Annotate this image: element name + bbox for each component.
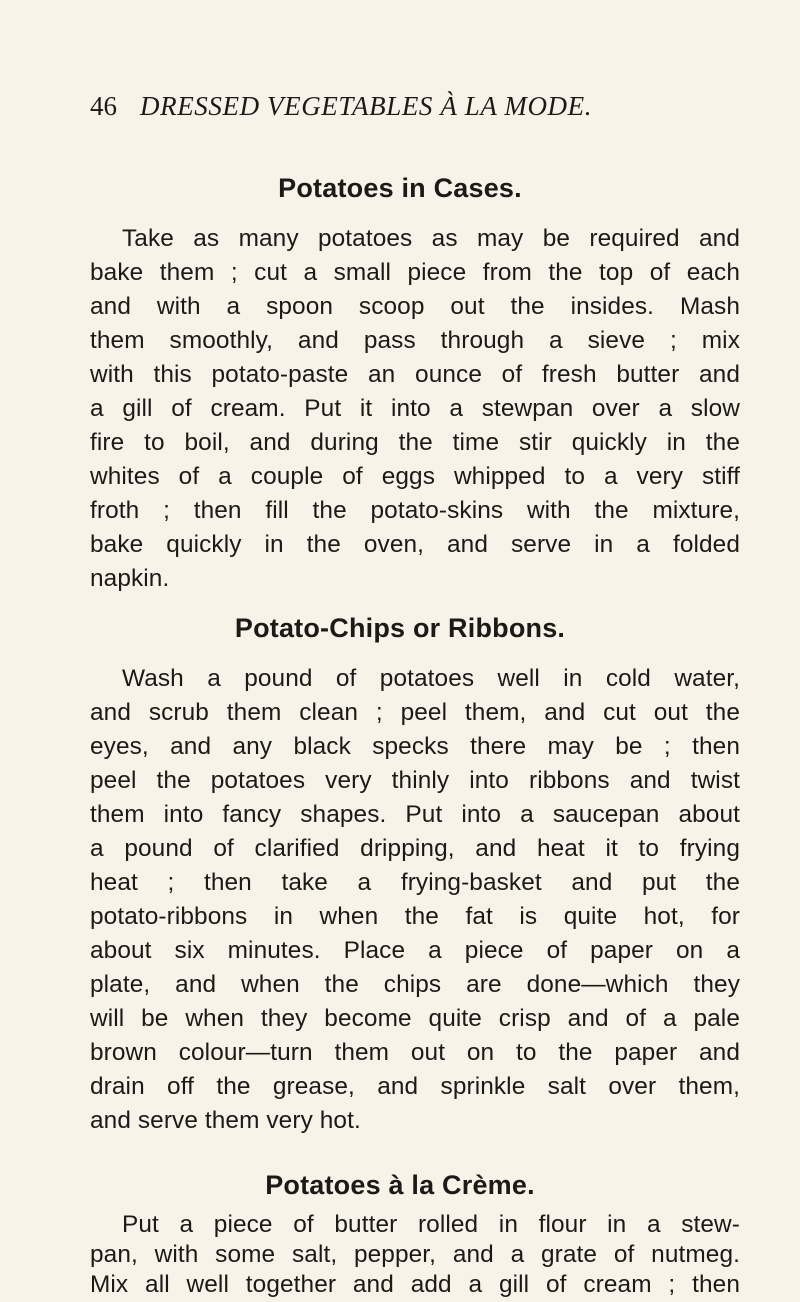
paragraph-line: brown colour—turn them out on to the paper and (90, 1039, 740, 1066)
page-number: 46 (90, 91, 117, 121)
section-title-potatoes-in-cases: Potatoes in Cases. (278, 173, 522, 203)
paragraph-line: plate, and when the chips are done—which they (90, 971, 740, 998)
paragraph-line: them smoothly, and pass through a sieve ; mix (90, 327, 740, 354)
section-title-potatoes-a-la-creme: Potatoes à la Crème. (265, 1170, 535, 1200)
paragraph-line: and with a spoon scoop out the insides. Mash (90, 293, 740, 320)
paragraph-line: bake them ; cut a small piece from the top of each (90, 259, 740, 286)
paragraph-line: a pound of clarified dripping, and heat it to frying (90, 835, 740, 862)
paragraph-line: napkin. (90, 565, 170, 592)
paragraph-line: Mix all well together and add a gill of cream ; then (90, 1271, 740, 1298)
paragraph-line: will be when they become quite crisp and of a pale (90, 1005, 740, 1032)
paragraph-line: pan, with some salt, pepper, and a grate of nutmeg. (90, 1241, 740, 1268)
running-head (90, 86, 740, 126)
section-title-potato-chips-or-ribbons: Potato-Chips or Ribbons. (234, 613, 566, 643)
paragraph-line: eyes, and any black specks there may be ; then (90, 733, 740, 760)
paragraph-line: drain off the grease, and sprinkle salt over them, (90, 1073, 740, 1100)
paragraph-line: them into fancy shapes. Put into a saucepan about (90, 801, 740, 828)
paragraph-line: Put a piece of butter rolled in flour in a stew- (122, 1211, 740, 1238)
paragraph-line: Wash a pound of potatoes well in cold water, (122, 665, 740, 692)
paragraph-line: fire to boil, and during the time stir quickly in the (90, 429, 740, 456)
paragraph-line: whites of a couple of eggs whipped to a very stiff (90, 463, 740, 490)
paragraph-line: froth ; then fill the potato-skins with the mixture, (90, 497, 740, 524)
running-title: DRESSED VEGETABLES À LA MODE. (140, 91, 593, 121)
paragraph-line: peel the potatoes very thinly into ribbons and twist (90, 767, 740, 794)
paragraph-line: and serve them very hot. (90, 1107, 361, 1134)
paragraph-line: bake quickly in the oven, and serve in a folded (90, 531, 740, 558)
paragraph-line: and scrub them clean ; peel them, and cut out the (90, 699, 740, 726)
paragraph-line: heat ; then take a frying-basket and put the (90, 869, 740, 896)
paragraph-line: about six minutes. Place a piece of paper on a (90, 937, 740, 964)
paragraph-line: with this potato-paste an ounce of fresh butter and (90, 361, 740, 388)
paragraph-line: Take as many potatoes as may be required and (122, 225, 740, 252)
paragraph-line: a gill of cream. Put it into a stewpan over a slow (90, 395, 740, 422)
paragraph-line: potato-ribbons in when the fat is quite hot, for (90, 903, 740, 930)
